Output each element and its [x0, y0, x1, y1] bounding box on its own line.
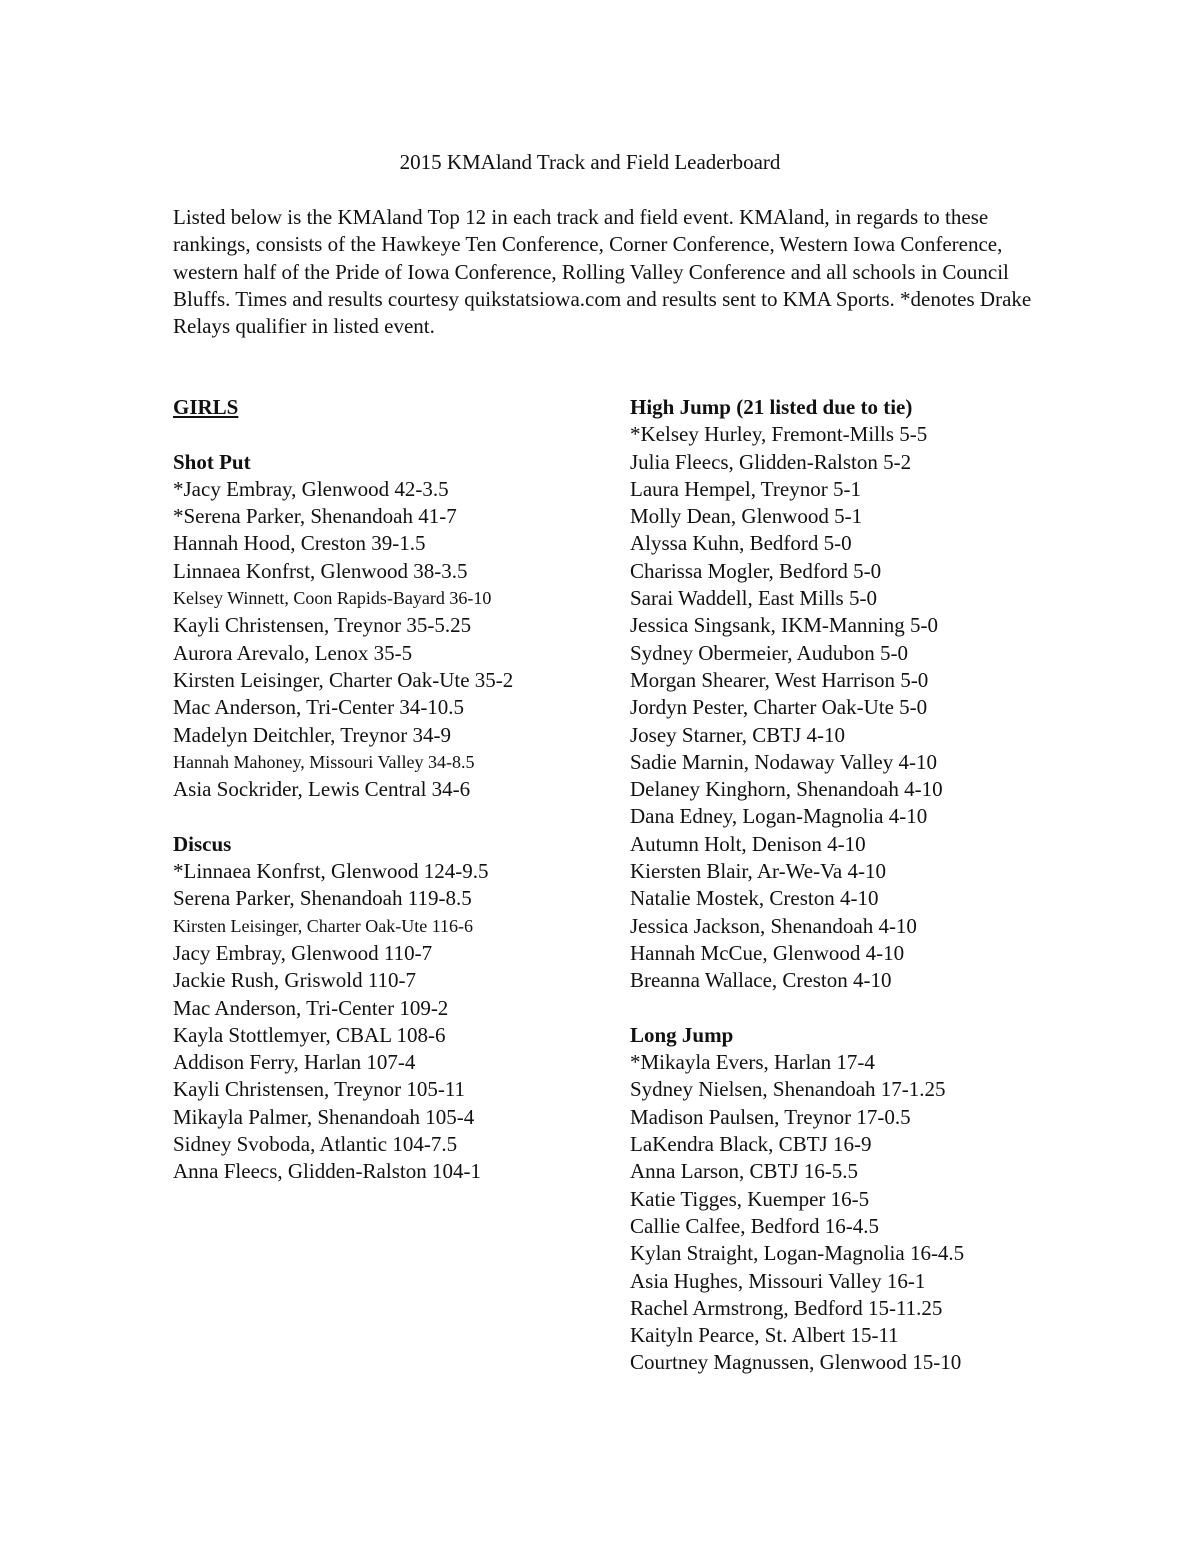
entry-list: [630, 421, 1070, 994]
entry: Dana Edney, Logan-Magnolia 4-10: [630, 804, 928, 829]
entry: Kirsten Leisinger, Charter Oak-Ute 116-6: [173, 915, 474, 936]
entry: *Mikayla Evers, Harlan 17-4: [630, 1050, 875, 1075]
entry: Sadie Marnin, Nodaway Valley 4-10: [630, 749, 937, 774]
entry: Alyssa Kuhn, Bedford 5-0: [630, 531, 852, 556]
entry: Jessica Singsank, IKM-Manning 5-0: [630, 613, 938, 638]
event-title: Long Jump: [630, 1022, 734, 1047]
entry: Serena Parker, Shenandoah 119-8.5: [173, 886, 472, 911]
entry: Sydney Nielsen, Shenandoah 17-1.25: [630, 1077, 946, 1102]
entry: Katie Tigges, Kuemper 16-5: [630, 1186, 870, 1211]
entry: Rachel Armstrong, Bedford 15-11.25: [630, 1295, 943, 1320]
entry: *Jacy Embray, Glenwood 42-3.5: [173, 476, 449, 501]
entry: Kaityln Pearce, St. Albert 15-11: [630, 1323, 899, 1348]
event-title: Discus: [173, 831, 232, 856]
entry: Kelsey Winnett, Coon Rapids-Bayard 36-10: [173, 588, 492, 609]
event-title: High Jump (21 listed due to tie): [630, 395, 913, 419]
entry-list: [173, 858, 593, 1186]
entry: Jacy Embray, Glenwood 110-7: [173, 940, 433, 965]
entry: Aurora Arevalo, Lenox 35-5: [173, 640, 413, 665]
entry: Madelyn Deitchler, Treynor 34-9: [173, 722, 451, 747]
entry: Linnaea Konfrst, Glenwood 38-3.5: [173, 558, 468, 583]
entry: Kiersten Blair, Ar-We-Va 4-10: [630, 859, 886, 884]
entry: LaKendra Black, CBTJ 16-9: [630, 1132, 872, 1157]
entry: *Linnaea Konfrst, Glenwood 124-9.5: [173, 859, 489, 884]
entry: Mac Anderson, Tri-Center 109-2: [173, 995, 449, 1020]
entry: Mac Anderson, Tri-Center 34-10.5: [173, 695, 465, 720]
entry: Josey Starner, CBTJ 4-10: [630, 722, 845, 747]
entry: Callie Calfee, Bedford 16-4.5: [630, 1213, 880, 1238]
entry: Addison Ferry, Harlan 107-4: [173, 1050, 416, 1075]
entry: Mikayla Palmer, Shenandoah 105-4: [173, 1104, 475, 1129]
entry: Madison Paulsen, Treynor 17-0.5: [630, 1104, 911, 1129]
entry: Anna Larson, CBTJ 16-5.5: [630, 1159, 859, 1184]
entry: Natalie Mostek, Creston 4-10: [630, 886, 879, 911]
entry: Kayli Christensen, Treynor 35-5.25: [173, 613, 472, 638]
entry: Asia Hughes, Missouri Valley 16-1: [630, 1268, 926, 1293]
entry: Hannah Mahoney, Missouri Valley 34-8.5: [173, 751, 475, 772]
left-column: [173, 394, 593, 1213]
entry: Courtney Magnussen, Glenwood 15-10: [630, 1350, 962, 1375]
entry: Kayli Christensen, Treynor 105-11: [173, 1077, 466, 1102]
entry: Breanna Wallace, Creston 4-10: [630, 968, 892, 993]
event-discus: [173, 831, 593, 1186]
entry: Julia Fleecs, Glidden-Ralston 5-2: [630, 449, 912, 474]
entry: Sydney Obermeier, Audubon 5-0: [630, 640, 908, 665]
entry: Sidney Svoboda, Atlantic 104-7.5: [173, 1132, 458, 1157]
entry: Jackie Rush, Griswold 110-7: [173, 968, 417, 993]
intro-paragraph: Listed below is the KMAland Top 12 in each track and field event. KMAland, in regards to these rankings, consists of the Hawkeye Ten Conference, Corner Conference, Western Iowa Conference, western half of the Pride of Iowa Conference, Rolling Valley Conference and all schools in Council Bluffs. Times and results courtesy quikstatsiowa.com and results sent to KMA Sports. *denotes Drake Relays qualifier in listed event.: [173, 205, 1032, 339]
entry: Hannah McCue, Glenwood 4-10: [630, 940, 905, 965]
entry: Anna Fleecs, Glidden-Ralston 104-1: [173, 1159, 481, 1184]
entry: Jordyn Pester, Charter Oak-Ute 5-0: [630, 695, 928, 720]
event-high-jump: [630, 394, 1070, 995]
entry: Autumn Holt, Denison 4-10: [630, 831, 866, 856]
entry: Asia Sockrider, Lewis Central 34-6: [173, 777, 471, 802]
event-shot-put: [173, 449, 593, 804]
event-long-jump: [630, 1022, 1070, 1377]
entry: Molly Dean, Glenwood 5-1: [630, 504, 863, 529]
event-title: Shot Put: [173, 449, 251, 474]
entry-list: [173, 476, 593, 804]
page-title: 2015 KMAland Track and Field Leaderboard: [399, 150, 781, 174]
entry: Kirsten Leisinger, Charter Oak-Ute 35-2: [173, 667, 514, 692]
entry: Charissa Mogler, Bedford 5-0: [630, 558, 882, 583]
entry: Delaney Kinghorn, Shenandoah 4-10: [630, 777, 943, 802]
right-column: [630, 394, 1070, 1404]
entry-list: [630, 1049, 1070, 1377]
entry: Sarai Waddell, East Mills 5-0: [630, 586, 877, 611]
entry: *Serena Parker, Shenandoah 41-7: [173, 504, 457, 529]
entry: Morgan Shearer, West Harrison 5-0: [630, 667, 929, 692]
entry: Hannah Hood, Creston 39-1.5: [173, 531, 426, 556]
entry: Jessica Jackson, Shenandoah 4-10: [630, 913, 917, 938]
entry: *Kelsey Hurley, Fremont-Mills 5-5: [630, 422, 928, 447]
entry: Laura Hempel, Treynor 5-1: [630, 476, 861, 501]
gender-heading: GIRLS: [173, 395, 239, 419]
entry: Kylan Straight, Logan-Magnolia 16-4.5: [630, 1241, 965, 1266]
entry: Kayla Stottlemyer, CBAL 108-6: [173, 1022, 446, 1047]
